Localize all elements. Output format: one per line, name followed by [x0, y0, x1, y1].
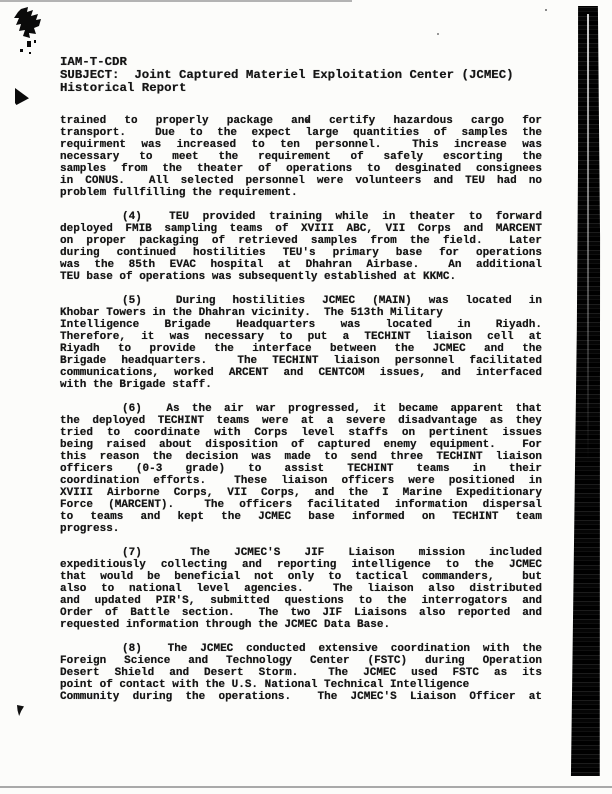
paragraph-8 [60, 643, 542, 703]
scan-speck [437, 33, 439, 35]
text-line: also to national level agencies. The liaison also distributed [60, 583, 542, 595]
text-line: Therefore, it was necessary to put a TECHINT liaison cell at [60, 331, 542, 343]
text-line: deployed FMIB sampling teams of XVIII ABC, VII Corps and MARCENT [60, 223, 542, 235]
paragraph-list [60, 115, 542, 703]
scan-speck [545, 9, 547, 11]
text-line: Order of Battle section. The two JIF Liaisons also reported and [60, 607, 542, 619]
document-header [60, 56, 542, 95]
text-line: was the 85th EVAC hospital at Dhahran Airbase. An additional [60, 259, 542, 271]
text-line: on proper packaging of retrieved samples from the field. Later [60, 235, 542, 247]
text-line: with the Brigade staff. [60, 379, 212, 391]
paragraph-7 [60, 547, 542, 631]
text-line: communications, worked ARCENT and CENTCOM issues, and interfaced [60, 367, 542, 379]
text-line: necessary to meet the requirement of safely escorting the [60, 151, 542, 163]
text-line: being raised about disposition of captured enemy equipment. For [60, 439, 542, 451]
text-line: trained to properly package and certify hazardous cargo for [60, 115, 542, 127]
text-line: Riyadh to provide the interface between the JCMEC and the [60, 343, 542, 355]
text-line: point of contact with the U.S. National Technical Intelligence [60, 679, 470, 691]
paragraph-6 [60, 403, 542, 535]
text-line: (6) As the air war progressed, it became apparent that [122, 403, 542, 415]
paragraph-5 [60, 295, 542, 391]
document-text-block [60, 56, 542, 703]
file-reference: IAM-T-CDR [60, 55, 127, 69]
text-line: Force (MARCENT). The officers facilitated information dispersal [60, 499, 542, 511]
text-line: in CONUS. All selected personnel were volunteers and TEU had no [60, 175, 542, 187]
text-line: coordination efforts. These liaison officers were positioned in [60, 475, 542, 487]
text-line: expeditiously collecting and reporting intelligence to the JCMEC [60, 559, 542, 571]
text-line: Foreign Science and Technology Center (FSTC) during Operation [60, 655, 542, 667]
margin-arrow-mark [15, 88, 29, 105]
subject-line: SUBJECT: Joint Captured Materiel Exploitation Center (JCMEC) [60, 68, 514, 82]
paragraph-4 [60, 211, 542, 283]
text-line: and updated PIR'S, submitted questions to the interrogators and [60, 595, 542, 607]
text-line: (8) The JCMEC conducted extensive coordination with the [122, 643, 542, 655]
text-line: Brigade headquarters. The TECHINT liaison personnel facilitated [60, 355, 542, 367]
text-line: (7) The JCMEC'S JIF Liaison mission included [122, 547, 542, 559]
text-line: XVIII Airborne Corps, VII Corps, and the I Marine Expeditionary [60, 487, 542, 499]
scan-edge-top-line [0, 0, 352, 2]
text-line: to teams and kept the JCMEC base informed on TECHINT team [60, 511, 542, 523]
text-line: problem fullfilling the requirement. [60, 187, 298, 199]
text-line: the deployed TECHINT teams were at a severe disadvantage as they [60, 415, 542, 427]
ink-smudge-mark [13, 7, 47, 57]
text-line: this reason the decision was made to send three TECHINT liaison [60, 451, 542, 463]
text-line: officers (0-3 grade) to assist TECHINT teams in their [60, 463, 542, 475]
text-line: (4) TEU provided training while in theater to forward [122, 211, 542, 223]
text-line: progress. [60, 523, 120, 535]
text-line: samples from the theater of operations to desginated consignees [60, 163, 542, 175]
text-line: Community during the operations. The JCMEC'S Liaison Officer at [60, 691, 542, 703]
text-line: that would be beneficial not only to tactical commanders, but [60, 571, 542, 583]
text-line: Desert Shield and Desert Storm. The JCMEC used FSTC as its [60, 667, 542, 679]
text-line: during continued hostilities TEU's primary base for operations [60, 247, 542, 259]
scanner-edge-band [570, 6, 601, 776]
paragraph-continued [60, 115, 542, 199]
margin-comma-mark [17, 705, 24, 716]
text-line: TEU base of operations was subsequently established at KKMC. [60, 271, 457, 283]
text-line: requirment was increased to ten personnel. This increase was [60, 139, 542, 151]
subject-line-2: Historical Report [60, 81, 187, 95]
text-line: Khobar Towers in the Dhahran vicinity. The 513th Military [60, 307, 443, 319]
scanner-band-streak [587, 14, 589, 461]
scan-edge-bottom-line [0, 786, 612, 788]
text-line: (5) During hostilities JCMEC (MAIN) was located in [122, 295, 542, 307]
text-line: requested information through the JCMEC Data Base. [60, 619, 391, 631]
text-line: Intelligence Brigade Headquarters was located in Riyadh. [60, 319, 542, 331]
text-line: tried to coordinate with Corps level staffs on pertinent issues [60, 427, 542, 439]
text-line: transport. Due to the expect large quantities of samples the [60, 127, 542, 139]
